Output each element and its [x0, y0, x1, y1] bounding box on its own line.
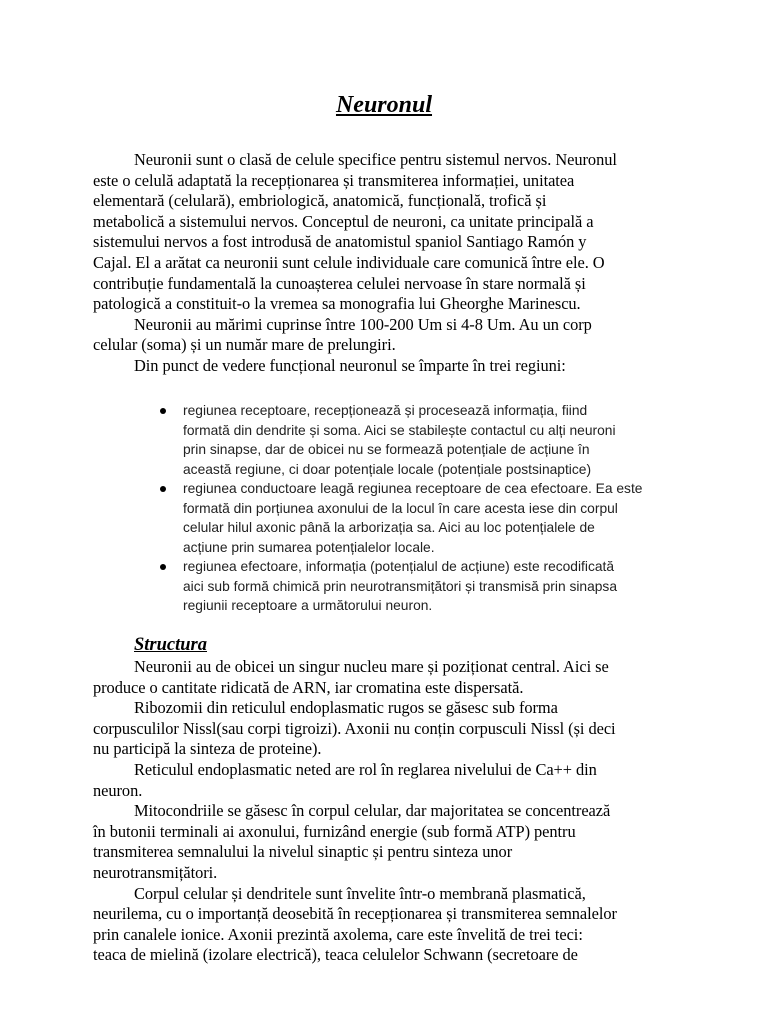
- list-item-line: regiunea receptoare, recepționează și procesează informația, fiind: [183, 403, 588, 418]
- text-line: Corpul celular și dendritele sunt învelite într-o membrană plasmatică,: [134, 883, 586, 903]
- list-item-line: regiunea conductoare leagă regiunea receptoare de cea efectoare. Ea este: [183, 481, 643, 496]
- list-item-conductor-region: [160, 479, 730, 557]
- text-line: prin canalele ionice. Axonii prezintă axolema, care este învelită de trei teci:: [93, 924, 583, 944]
- list-item-line: această regiune, ci doar potențiale locale (potențiale postsinaptice): [183, 461, 592, 477]
- text-line: neuron.: [93, 780, 143, 800]
- list-item-line: regiunii receptoare a următorului neuron.: [183, 598, 433, 613]
- text-line: Ribozomii din reticulul endoplasmatic rugos se găsesc sub forma: [134, 698, 558, 718]
- text-line: neurotransmițători.: [93, 862, 218, 882]
- text-line: Neuronii au de obicei un singur nucleu mare și poziționat central. Aici se: [134, 657, 609, 676]
- list-item-line: acțiune prin sumarea potențialelor locale.: [183, 539, 435, 555]
- text-line: Neuronii au mărimi cuprinse între 100-200 Um si 4-8 Um. Au un corp: [134, 314, 592, 334]
- text-line: corpusculilor Nissl(sau corpi tigroizi). Axonii nu conțin corpusculi Nissl (și deci: [93, 718, 616, 738]
- list-item-line: aici sub formă chimică prin neurotransmițători și transmisă prin sinapsa: [183, 578, 618, 594]
- text-line: transmiterea semnalului la nivelul sinaptic și pentru sinteza unor: [93, 842, 513, 862]
- list-item-line: regiunea efectoare, informația (potențialul de acțiune) este recodificată: [183, 559, 615, 574]
- text-line: Din punct de vedere funcțional neuronul se împarte în trei regiuni:: [134, 355, 566, 375]
- list-item-line: formată din porțiunea axonului de la locul în care acesta iese din corpul: [183, 500, 618, 516]
- text-line: celular (soma) și un număr mare de prelungiri.: [93, 335, 396, 355]
- structure-text: [93, 657, 693, 966]
- text-line: este o celulă adaptată la recepționarea și transmiterea informației, unitatea: [93, 170, 575, 190]
- text-line: neurilema, cu o importanță deosebită în recepționarea și transmiterea semnalelor: [93, 904, 617, 924]
- text-line: contribuție fundamentală la cunoașterea celulei nervoase în stare normală și: [93, 273, 586, 293]
- text-line: teaca de mielină (izolare electrică), teaca celulelor Schwann (secretoare de: [93, 945, 578, 965]
- text-line: Reticulul endoplasmatic neted are rol în reglarea nivelului de Ca++ din: [134, 759, 597, 779]
- section-heading-structure: Structura: [134, 635, 208, 655]
- text-line: sistemului nervos a fost introdusă de anatomistul spaniol Santiago Ramón y: [93, 232, 587, 252]
- regions-list: [160, 401, 730, 616]
- text-line: Mitocondriile se găsesc în corpul celular, dar majoritatea se concentrează: [134, 801, 611, 821]
- list-item-line: formată din dendrite și soma. Aici se stabilește contactul cu alți neuroni: [183, 422, 616, 438]
- list-item-line: prin sinapse, dar de obicei nu se formează potențiale de acțiune în: [183, 442, 590, 457]
- text-line: produce o cantitate ridicată de ARN, iar cromatina este dispersată.: [93, 677, 524, 697]
- list-item-receptor-region: [160, 401, 730, 479]
- text-line: metabolică a sistemului nervos. Conceptul de neuroni, ca unitate principală a: [93, 211, 594, 231]
- text-line: patologică a constituit-o la vremea sa monografia lui Gheorghe Marinescu.: [93, 294, 581, 314]
- intro-text: [93, 150, 693, 377]
- text-line: elementară (celulară), embriologică, anatomică, funcțională, trofică și: [93, 191, 547, 211]
- text-line: Cajal. El a arătat ca neuronii sunt celule individuale care comunică între ele. O: [93, 252, 605, 272]
- text-line: nu participă la sinteza de proteine).: [93, 739, 322, 759]
- list-item-effector-region: [160, 557, 730, 616]
- text-line: Neuronii sunt o clasă de celule specifice pentru sistemul nervos. Neuronul: [134, 150, 617, 169]
- list-item-line: celular hilul axonic până la arborizația sa. Aici au loc potențialele de: [183, 520, 595, 535]
- text-line: în butonii terminali ai axonului, furnizând energie (sub formă ATP) pentru: [93, 821, 576, 841]
- document-title: Neuronul: [335, 92, 433, 118]
